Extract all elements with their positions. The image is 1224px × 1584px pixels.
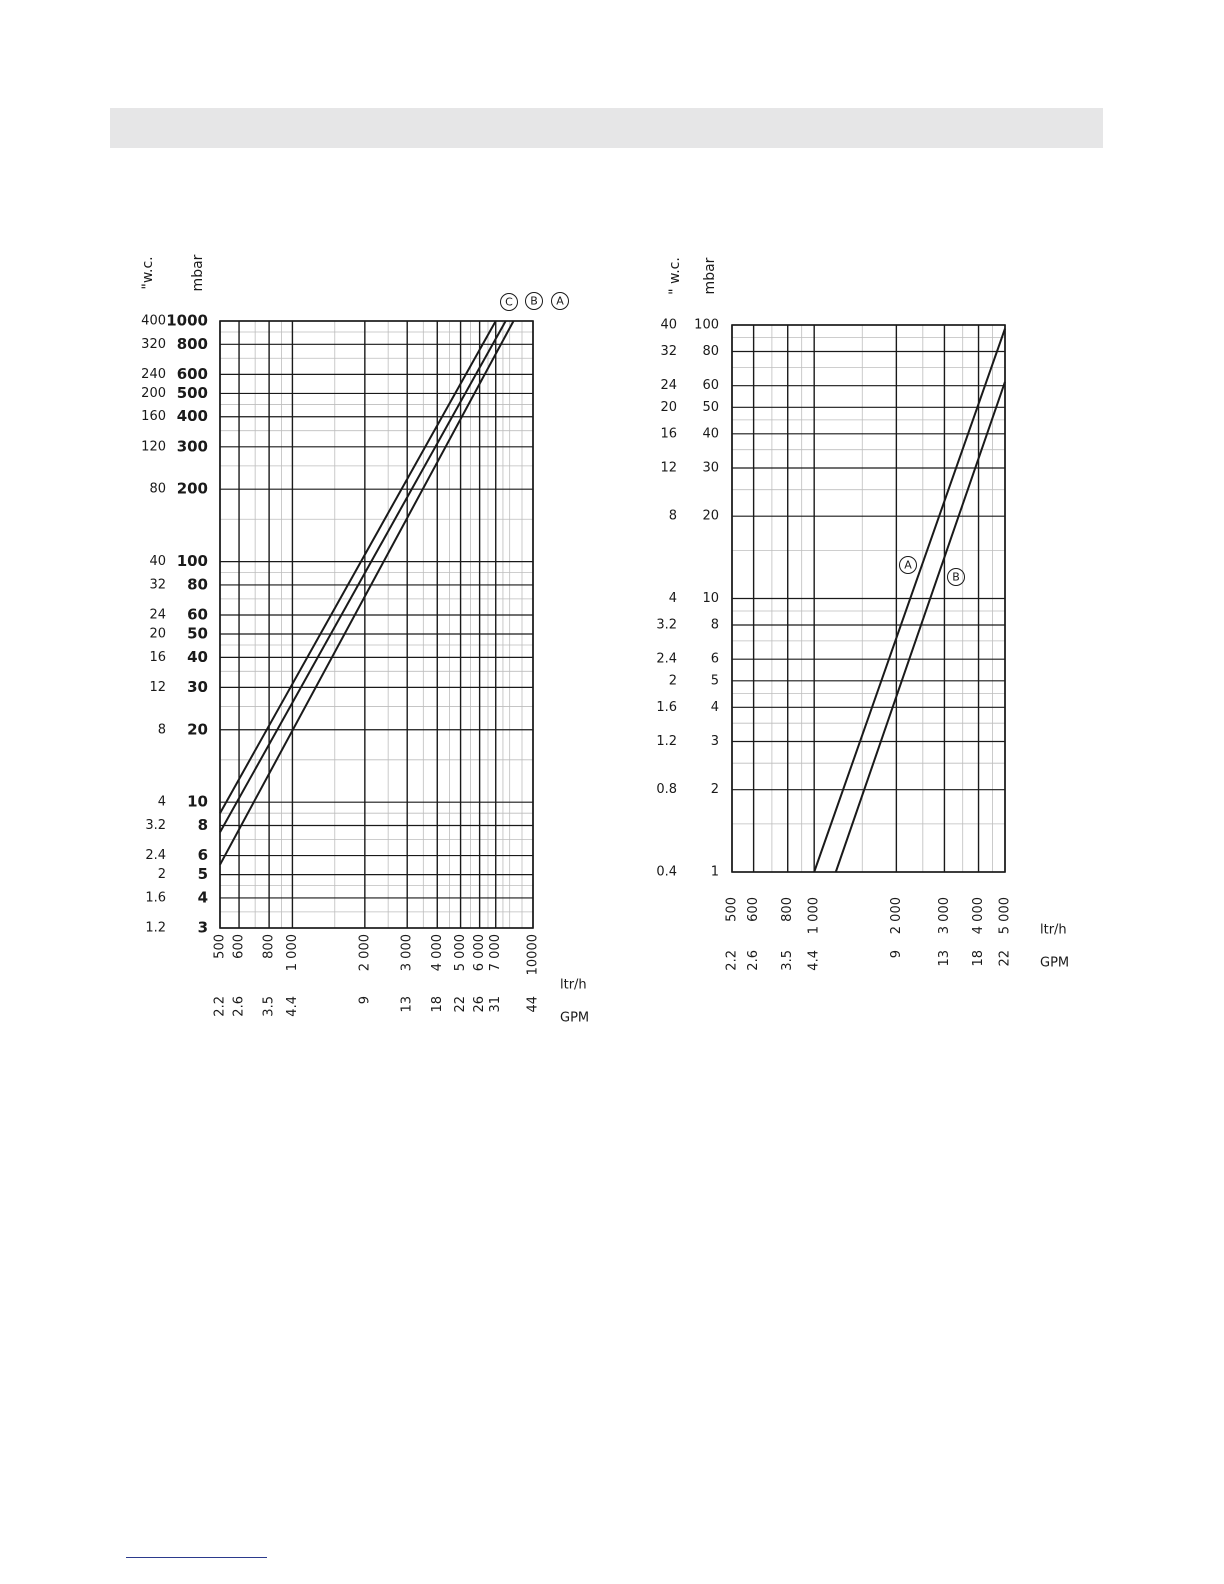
y-tick-label-mbar: 2 [710,782,719,798]
y-tick-label-inwc: 3.2 [656,617,677,633]
x-tick-label-ltr: 4 000 [971,897,987,935]
x-tick-label-ltr: 2 000 [357,934,373,972]
y-tick-label-inwc: 160 [141,409,166,425]
y-tick-label-mbar: 6 [710,651,719,667]
y-tick-label-inwc: 20 [660,399,677,415]
x-tick-label-gpm: 2.6 [231,996,247,1017]
x-tick-label-gpm: 4.4 [284,996,300,1017]
y-tick-label-inwc: 16 [149,649,166,665]
x-axis-label-gpm: GPM [1040,955,1070,971]
y-tick-label-inwc: 40 [149,554,166,570]
y-axis-label-mbar: mbar [702,257,718,295]
y-tick-label-mbar: 200 [176,479,208,498]
x-tick-label-ltr: 7 000 [488,934,504,972]
x-tick-label-ltr: 4 000 [429,934,445,972]
y-tick-label-mbar: 10 [702,591,719,606]
x-tick-label-gpm: 3.5 [780,950,796,971]
x-tick-label-ltr: 10000 [525,934,541,976]
y-tick-label-mbar: 4 [197,888,208,907]
y-tick-label-inwc: 0.8 [656,782,677,798]
y-tick-label-inwc: 0.4 [656,864,677,880]
y-tick-label-mbar: 400 [176,407,208,426]
y-tick-label-mbar: 1000 [166,311,208,330]
x-axis-label-ltr: ltr/h [1040,922,1067,938]
y-tick-label-mbar: 30 [187,677,208,696]
x-tick-label-gpm: 9 [888,950,904,959]
y-tick-label-inwc: 2.4 [656,651,677,667]
x-tick-label-gpm: 22 [453,996,469,1013]
y-tick-label-mbar: 20 [702,508,719,524]
y-tick-label-inwc: 240 [141,366,166,382]
series-label-b: B [952,570,960,584]
series-line-a [814,329,1005,872]
y-tick-label-inwc: 80 [149,481,166,497]
x-tick-label-ltr: 2 000 [888,897,904,935]
y-tick-label-mbar: 100 [694,317,719,333]
x-tick-label-ltr: 6 000 [472,934,488,972]
y-tick-label-inwc: 2 [157,867,166,883]
y-tick-label-inwc: 32 [149,577,166,593]
y-tick-label-mbar: 60 [702,378,719,394]
y-tick-label-inwc: 4 [668,591,677,606]
x-tick-label-ltr: 500 [724,897,740,922]
y-tick-label-inwc: 1.2 [656,734,677,750]
y-tick-label-mbar: 8 [710,617,719,633]
y-tick-label-mbar: 3 [710,734,719,750]
y-tick-label-inwc: 400 [141,313,166,329]
y-tick-label-mbar: 5 [710,673,719,689]
x-tick-label-ltr: 3 000 [936,897,952,935]
x-tick-label-gpm: 2.6 [746,950,762,971]
y-tick-label-mbar: 30 [702,460,719,476]
x-tick-label-ltr: 500 [212,934,228,959]
y-tick-label-mbar: 40 [702,426,719,442]
y-tick-label-mbar: 50 [187,624,208,643]
y-tick-label-inwc: 120 [141,439,166,455]
y-tick-label-inwc: 40 [660,317,677,333]
x-tick-label-ltr: 800 [261,934,277,959]
y-tick-label-mbar: 600 [176,364,208,383]
y-tick-label-mbar: 800 [176,334,208,353]
y-tick-label-inwc: 12 [149,679,166,695]
y-tick-label-inwc: 24 [149,607,166,623]
series-label-a: A [904,558,912,572]
y-tick-label-mbar: 40 [187,647,208,666]
y-tick-label-mbar: 4 [710,699,719,715]
y-tick-label-inwc: 32 [660,344,677,360]
x-tick-label-gpm: 44 [525,996,541,1013]
y-tick-label-inwc: 3.2 [145,818,166,834]
x-tick-label-gpm: 31 [488,996,504,1013]
y-tick-label-mbar: 5 [197,865,208,884]
y-tick-label-mbar: 80 [187,575,208,594]
y-tick-label-mbar: 1 [710,864,719,880]
x-tick-label-gpm: 26 [472,996,488,1013]
y-tick-label-inwc: 200 [141,385,166,401]
y-tick-label-mbar: 8 [197,816,208,835]
y-tick-label-inwc: 1.6 [656,699,677,715]
x-tick-label-gpm: 13 [936,950,952,967]
y-tick-label-inwc: 8 [157,722,166,738]
y-axis-label-inwc: "w.c. [140,256,156,290]
x-tick-label-ltr: 600 [231,934,247,959]
x-tick-label-ltr: 5 000 [997,897,1013,935]
y-tick-label-inwc: 24 [660,378,677,394]
x-axis-label-gpm: GPM [560,1010,590,1026]
y-tick-label-inwc: 1.2 [145,920,166,936]
x-tick-label-gpm: 3.5 [261,996,277,1017]
series-line-b [836,382,1005,872]
series-label-a: A [556,294,564,308]
series-marker-b [948,569,965,586]
y-tick-label-inwc: 2.4 [145,848,166,864]
y-tick-label-inwc: 12 [660,460,677,476]
x-tick-label-gpm: 9 [357,996,373,1005]
x-tick-label-gpm: 22 [997,950,1013,967]
y-axis-label-inwc: " w.c. [667,257,683,295]
y-tick-label-mbar: 6 [197,846,208,865]
x-tick-label-ltr: 1 000 [284,934,300,972]
x-tick-label-ltr: 800 [780,897,796,922]
y-tick-label-mbar: 500 [176,383,208,402]
footer-rule [126,1557,267,1558]
y-tick-label-mbar: 10 [187,792,208,811]
y-tick-label-mbar: 3 [197,918,208,937]
grid [732,325,1005,872]
x-tick-label-ltr: 5 000 [453,934,469,972]
x-tick-label-gpm: 4.4 [806,950,822,971]
y-tick-label-inwc: 4 [157,794,166,810]
y-axis-label-mbar: mbar [190,254,206,292]
x-tick-label-ltr: 600 [746,897,762,922]
y-tick-label-inwc: 16 [660,426,677,442]
y-tick-label-inwc: 8 [668,508,677,524]
series-marker-a [900,557,917,574]
series-label-b: B [530,294,538,308]
x-tick-label-gpm: 2.2 [724,950,740,971]
y-tick-label-mbar: 50 [702,399,719,415]
x-tick-label-ltr: 1 000 [806,897,822,935]
y-tick-label-inwc: 20 [149,626,166,642]
y-tick-label-mbar: 80 [702,344,719,360]
y-tick-label-inwc: 2 [668,673,677,689]
y-tick-label-mbar: 300 [176,437,208,456]
x-tick-label-gpm: 13 [399,996,415,1013]
series-label-c: C [505,295,513,309]
x-tick-label-gpm: 18 [971,950,987,967]
y-tick-label-inwc: 320 [141,336,166,352]
x-tick-label-gpm: 2.2 [212,996,228,1017]
y-tick-label-mbar: 20 [187,720,208,739]
y-tick-label-inwc: 1.6 [145,890,166,906]
y-tick-label-mbar: 60 [187,605,208,624]
x-axis-label-ltr: ltr/h [560,977,587,993]
x-tick-label-ltr: 3 000 [399,934,415,972]
y-tick-label-mbar: 100 [176,552,208,571]
x-tick-label-gpm: 18 [429,996,445,1013]
